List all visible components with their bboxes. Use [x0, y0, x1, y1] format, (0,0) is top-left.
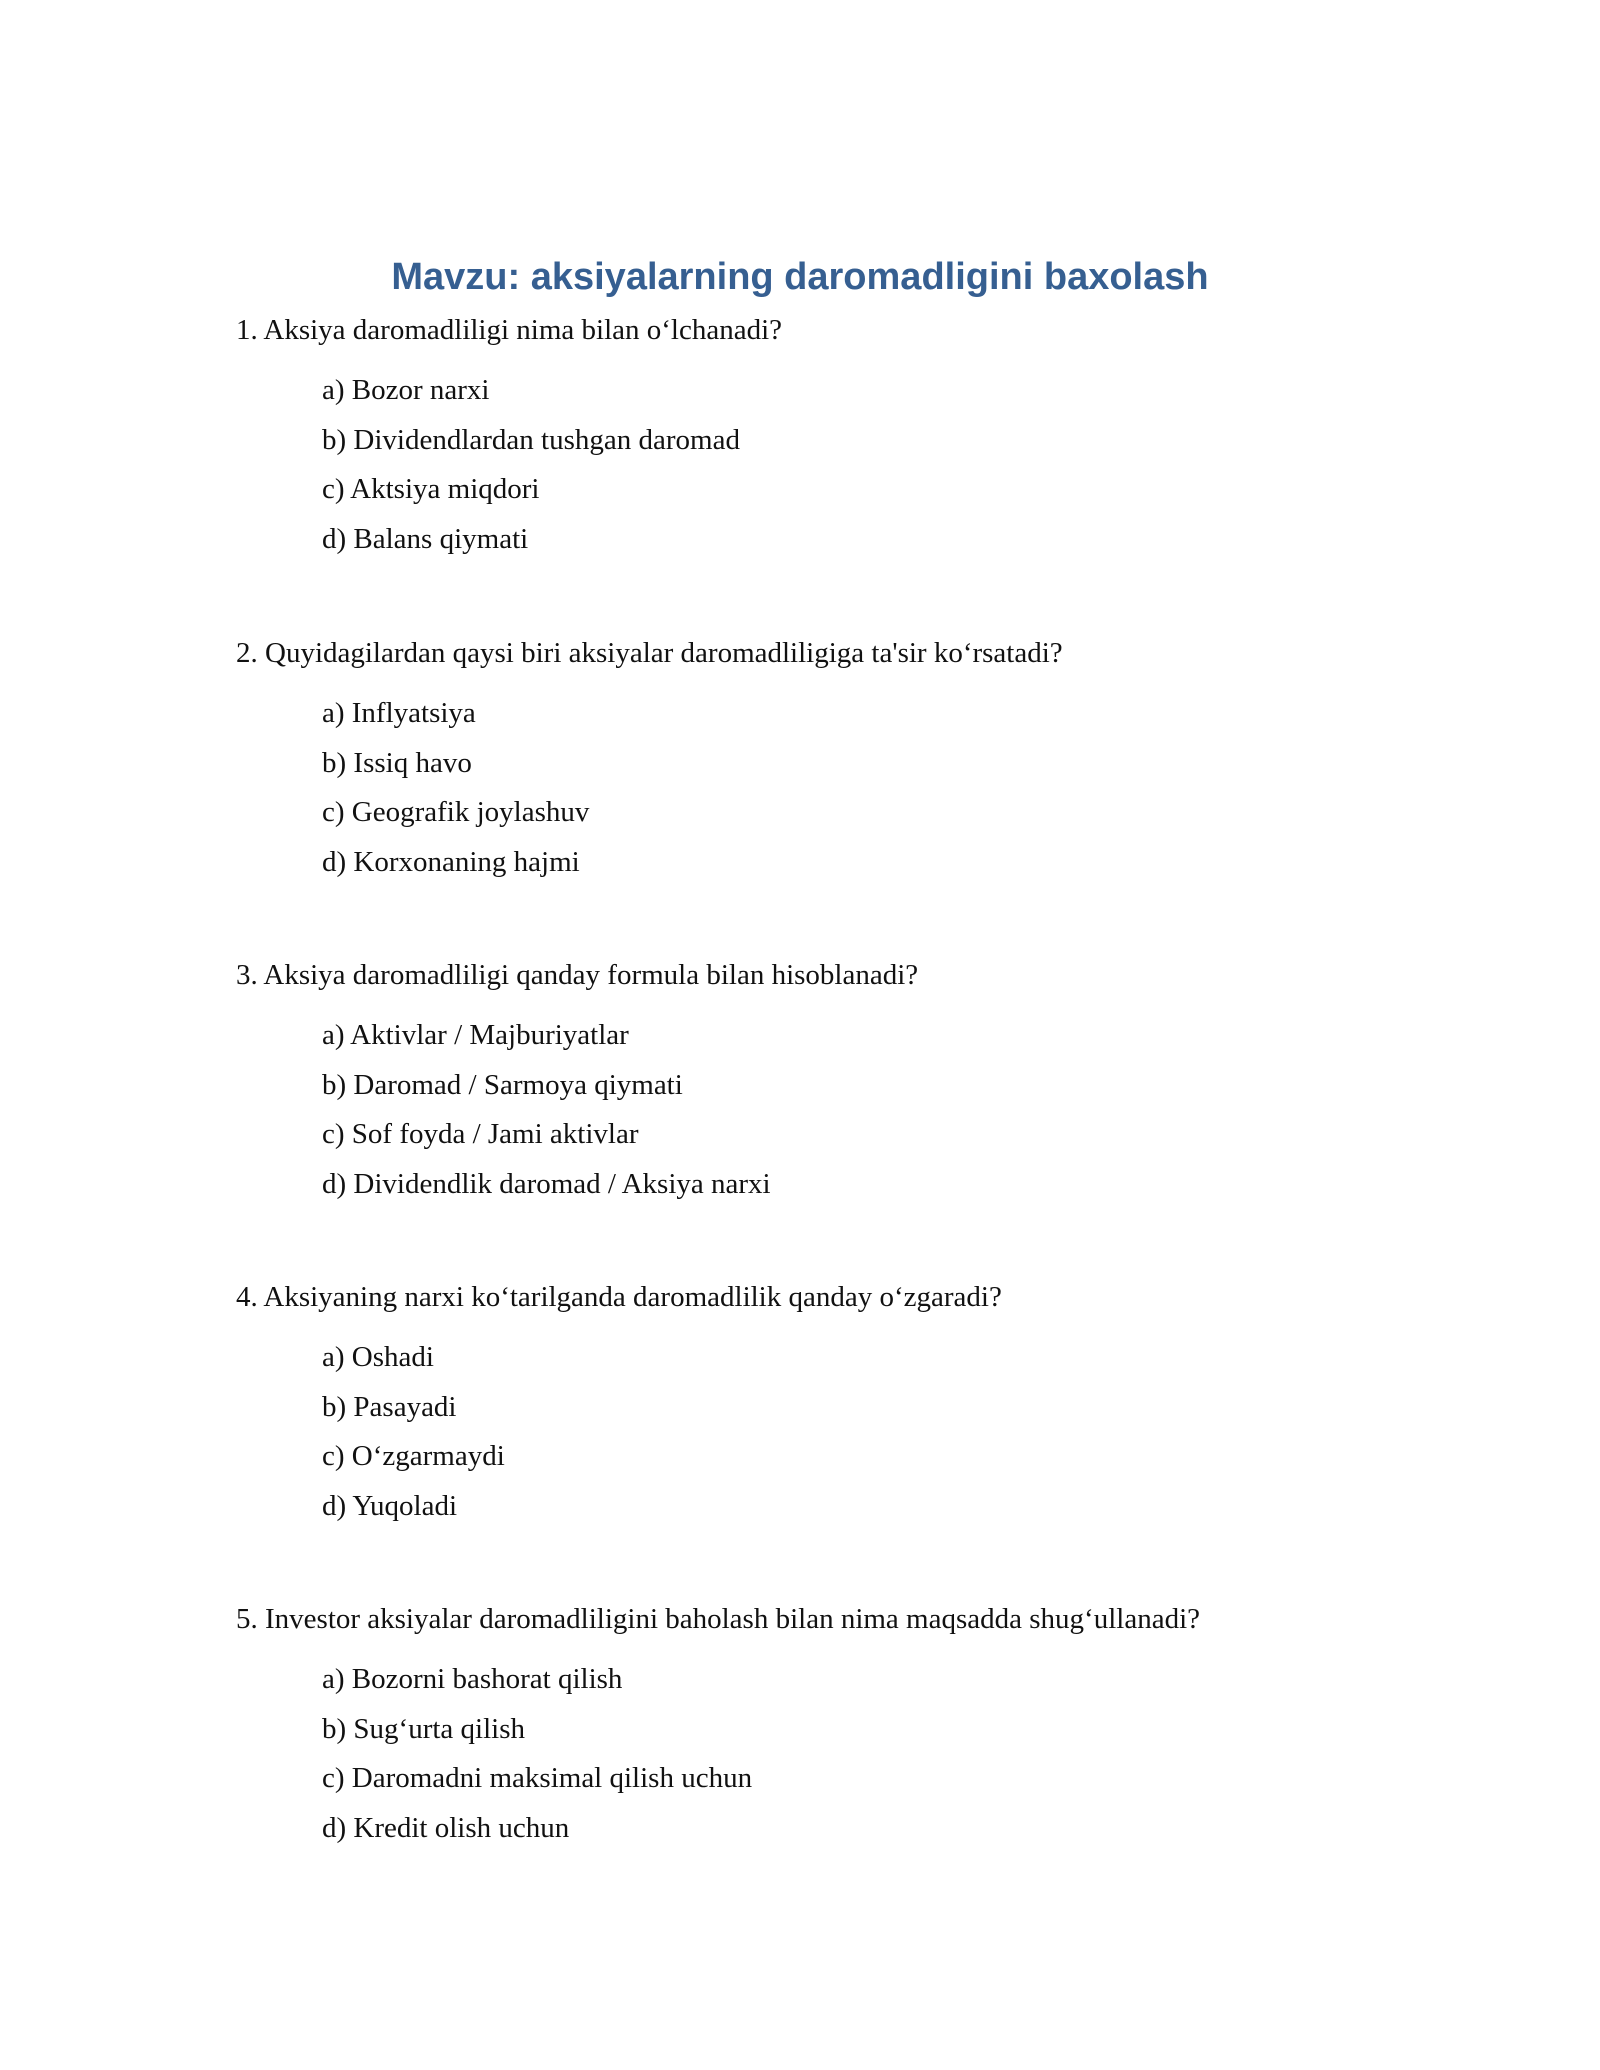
answer-option: d) Korxonaning hajmi [322, 845, 580, 878]
answer-option: b) Pasayadi [322, 1390, 457, 1423]
question-text: 5. Investor aksiyalar daromadliligini baholash bilan nima maqsadda shug‘ullanadi? [236, 1603, 1200, 1635]
answer-option: c) Geografik joylashuv [322, 796, 590, 828]
answer-option: d) Yuqoladi [322, 1489, 458, 1522]
answer-option: c) O‘zgarmaydi [322, 1440, 505, 1472]
question-text: 2. Quyidagilardan qaysi biri aksiyalar daromadliligiga ta'sir ko‘rsatadi? [236, 637, 1063, 669]
question-2 [236, 632, 1436, 887]
question-3 [236, 954, 1436, 1209]
answer-option: a) Bozor narxi [322, 374, 490, 406]
answer-options [322, 1655, 1436, 1853]
answer-option: d) Balans qiymati [322, 522, 529, 555]
question-text: 4. Aksiyaning narxi ko‘tarilganda daromadlilik qanday o‘zgaradi? [236, 1281, 1002, 1313]
answer-option: a) Bozorni bashorat qilish [322, 1663, 623, 1695]
question-text: 1. Aksiya daromadliligi nima bilan o‘lchanadi? [236, 314, 783, 346]
answer-option: d) Kredit olish uchun [322, 1811, 570, 1844]
answer-option: b) Daromad / Sarmoya qiymati [322, 1068, 683, 1101]
question-5 [236, 1598, 1436, 1853]
question-1 [236, 309, 1436, 564]
answer-option: a) Inflyatsiya [322, 697, 476, 729]
answer-option: c) Sof foyda / Jami aktivlar [322, 1118, 639, 1150]
answer-option: a) Oshadi [322, 1341, 434, 1373]
answer-option: b) Issiq havo [322, 746, 472, 779]
document-title: Mavzu: aksiyalarning daromadligini baxolash [391, 256, 1209, 298]
answer-option: a) Aktivlar / Majburiyatlar [322, 1019, 629, 1051]
answer-options [322, 366, 1436, 564]
answer-option: b) Sug‘urta qilish [322, 1712, 525, 1745]
answer-option: d) Dividendlik daromad / Aksiya narxi [322, 1167, 771, 1200]
answer-option: c) Aktsiya miqdori [322, 473, 540, 505]
answer-option: c) Daromadni maksimal qilish uchun [322, 1762, 753, 1794]
answer-options [322, 1011, 1436, 1209]
answer-options [322, 1333, 1436, 1531]
answer-option: b) Dividendlardan tushgan daromad [322, 423, 740, 456]
question-text: 3. Aksiya daromadliligi qanday formula bilan hisoblanadi? [236, 959, 919, 991]
question-4 [236, 1276, 1436, 1531]
answer-options [322, 689, 1436, 887]
